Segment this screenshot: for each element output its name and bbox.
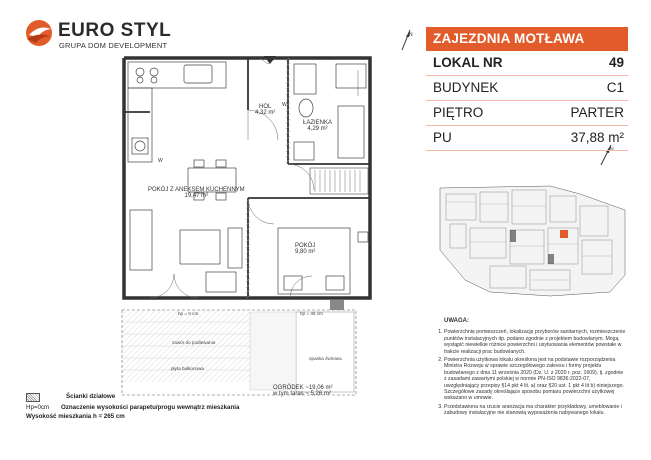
room-label-room (295, 243, 315, 255)
info-value: PARTER (570, 105, 624, 120)
room-name: ŁAZIENKA (303, 120, 333, 126)
room-label-hol (255, 104, 275, 116)
info-row-floor (426, 101, 628, 126)
room-area: 4,32 m² (255, 110, 276, 116)
bed (278, 228, 368, 294)
compass-icon (397, 28, 415, 52)
notes-header: UWAGA: (444, 318, 469, 324)
room-name: HOL (259, 104, 272, 110)
room-label-garden (273, 385, 333, 397)
svg-text:N: N (610, 147, 614, 153)
bathroom-fixtures (294, 64, 366, 160)
info-row-building (426, 76, 628, 101)
euro-styl-logo-mark (24, 18, 54, 48)
note-item: 1. Powierzchnię pomieszczeń, lokalizację przyborów sanitarnych, rozmieszczenie punktów instalacyjnych itp. podano zgodnie z projektem budowlanym. Mogą wystąpić niewielkie różnice powierzchni i usytuowania elementów powstałe w trakcie realizacji prac budowlanych. (444, 329, 627, 355)
legend-partition (26, 393, 115, 400)
hatch-swatch-icon (26, 393, 40, 402)
legend-height (26, 413, 125, 420)
tap-label: zawór do podlewania (172, 340, 216, 345)
hp-left-label: hp = 0 cm (178, 311, 199, 316)
info-label: PIĘTRO (433, 105, 484, 120)
terrace-area: w tym taras ~ 5,26 m² (273, 391, 331, 397)
w-marker: W (282, 102, 287, 108)
room-name-garden: OGRÓDEK ~19,06 m² (273, 385, 333, 391)
info-value: 37,88 m² (570, 130, 624, 145)
legend-height-label: Wysokość mieszkania h = 265 cm (26, 413, 125, 420)
legend-hp (26, 404, 239, 411)
info-label: LOKAL NR (433, 55, 503, 70)
info-value: C1 (606, 80, 624, 95)
info-row-unit (426, 51, 628, 76)
note-item: 2. Powierzchnia użytkowa lokalu określona jest na podstawie rozporządzenia Ministra Rozwoju w sprawie szczegółowego zakresu i formy projektu budowlanego z dnia 11 września 2020 (Dz. U. z 2020 r. poz. 1609), tj. zgodnie z zasadami zawartymi polskiej w normie PN-ISO 9836:2022-07, uwzględniający przepisy §14 pkt 4 lit. a) oraz §20 ust. 1 pkt 4 lit b) niniejszego. Szczegółowe zasady określające sposobu pomiaru powierzchni użytkowej wskazano w umowie. (444, 357, 627, 402)
gravel-label: opaska żwirowa (309, 356, 342, 361)
room-name: POKÓJ (295, 243, 316, 249)
legend-hp-desc: Oznaczenie wysokości parapetu/progu wewnątrz mieszkania (60, 404, 240, 411)
note-item: 3. Przedstawiona na rzucie aranżacja ma charakter przykładowy, umeblowanie i zabudowy instalacyjne nie stanowią wyposażenia nabywanego lokalu. (444, 404, 627, 417)
notes-list (425, 329, 627, 416)
room-area: 19,47 m² (184, 193, 209, 199)
room-name: POKÓJ Z ANEKSEM KUCHENNYM (148, 187, 245, 193)
room-label-living (148, 187, 245, 199)
svg-text:N: N (409, 32, 413, 38)
key-plan-map (430, 180, 630, 300)
logo (24, 14, 172, 54)
info-value: 49 (608, 55, 624, 70)
wm-marker: W (158, 158, 163, 164)
hp-right-label: hp = 45 cm (300, 311, 323, 316)
room-area: 4,29 m² (307, 126, 328, 132)
room-label-bathroom (303, 120, 332, 132)
legend-hp-code: Hp=0cm (26, 404, 50, 411)
living-furniture (130, 210, 242, 292)
legend-partition-label: Ścianki działowe (66, 393, 116, 400)
brand-subtitle: GRUPA DOM DEVELOPMENT (59, 41, 168, 50)
info-label: BUDYNEK (433, 80, 499, 95)
balcony-tile-label: płyta balkonowa (171, 366, 204, 371)
unit-info-panel (426, 27, 628, 151)
info-row-area (426, 126, 628, 151)
wardrobe (310, 168, 368, 194)
floor-plan (110, 50, 390, 400)
investment-title: ZAJEZDNIA MOTŁAWA (426, 27, 628, 51)
room-area: 9,80 m² (295, 249, 316, 255)
brand-name: EURO STYL (58, 20, 172, 41)
unit-location-marker (560, 230, 568, 238)
info-label: PU (433, 130, 452, 145)
notes-section (425, 318, 627, 419)
